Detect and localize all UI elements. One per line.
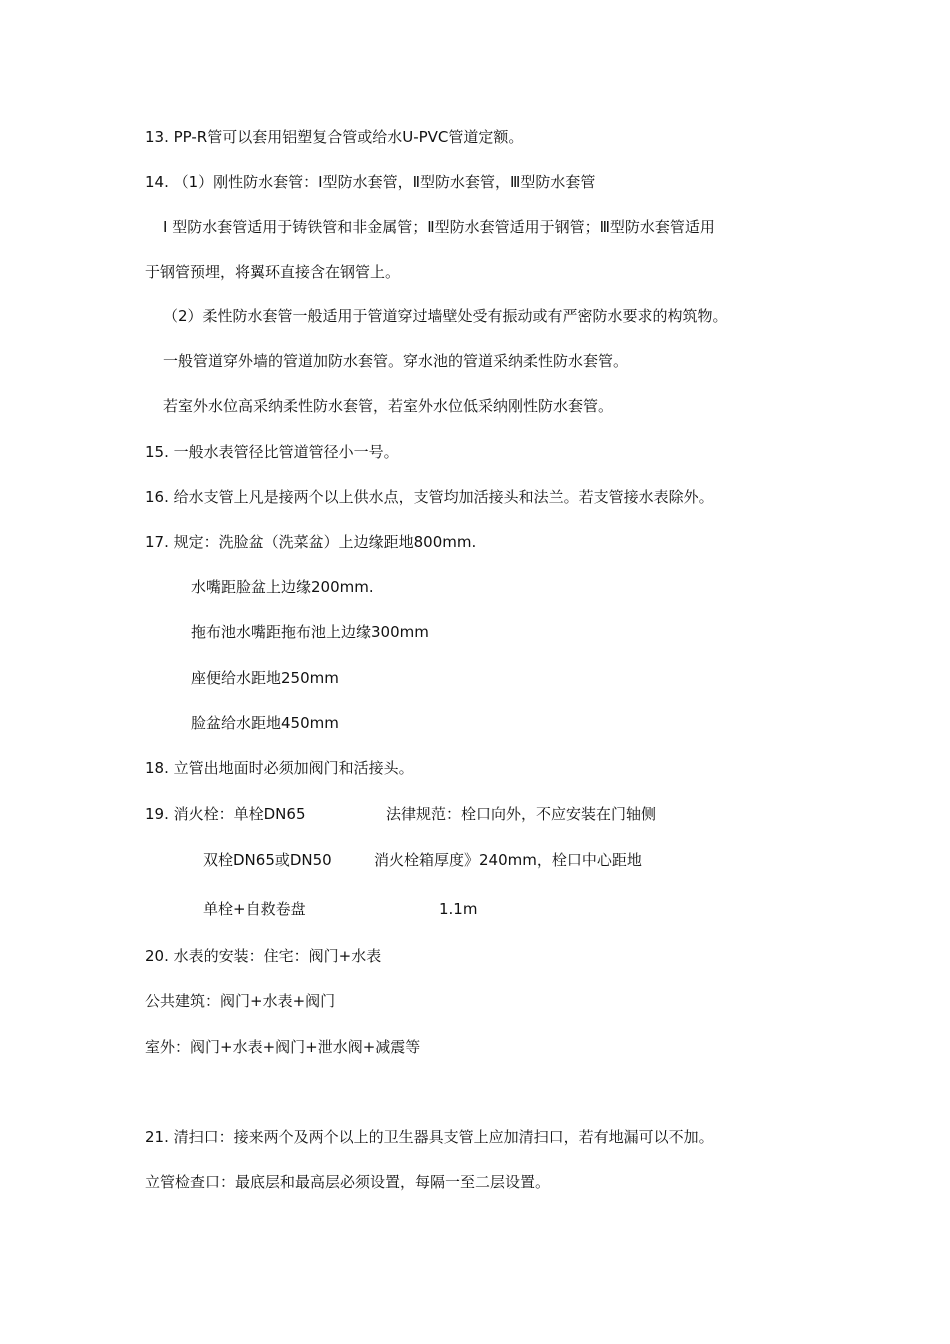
item-20-public: 公共建筑：阀门+水表+阀门 [145,992,336,1010]
item-20: 20. 水表的安装：住宅：阀门+水表 [145,947,382,965]
item-13: 13. PP-R管可以套用铝塑复合管或给水U-PVC管道定额。 [145,128,524,146]
item-20-outdoor: 室外：阀门+水表+阀门+泄水阀+减震等 [145,1038,421,1056]
item-19-single: 19. 消火栓：单栓DN65 [145,805,306,823]
item-17: 17. 规定：洗脸盆（洗菜盆）上边缘距地800mm. [145,533,477,551]
item-19-reel: 单栓+自救卷盘 [203,900,306,918]
item-14-rigid-detail-cont: 于钢管预埋，将翼环直接含在钢管上。 [145,263,401,281]
item-19-double: 双栓DN65或DN50 [203,851,332,869]
item-19-height: 1.1m [439,900,478,918]
item-21: 21. 清扫口：接来两个及两个以上的卫生器具支管上应加清扫口，若有地漏可以不加。 [145,1128,714,1146]
item-17-basin: 脸盆给水距地450mm [191,714,339,732]
item-14-rigid-detail: Ⅰ 型防水套管适用于铸铁管和非金属管；Ⅱ型防水套管适用于钢管；Ⅲ型防水套管适用 [163,218,715,236]
item-17-mop-sink: 拖布池水嘴距拖布池上边缘300mm [191,623,429,641]
item-18: 18. 立管出地面时必须加阀门和活接头。 [145,759,414,777]
item-19-regulation: 法律规范：栓口向外，不应安装在门轴侧 [386,805,657,823]
item-14-note-2: 若室外水位高采纳柔性防水套管，若室外水位低采纳刚性防水套管。 [163,397,614,415]
item-14-heading: 14. （1）刚性防水套管：Ⅰ型防水套管，Ⅱ型防水套管，Ⅲ型防水套管 [145,173,596,191]
item-17-faucet: 水嘴距脸盆上边缘200mm. [191,578,374,596]
item-19-cabinet: 消火栓箱厚度》240mm，栓口中心距地 [374,851,642,869]
item-16: 16. 给水支管上凡是接两个以上供水点，支管均加活接头和法兰。若支管接水表除外。 [145,488,714,506]
item-15: 15. 一般水表管径比管道管径小一号。 [145,443,399,461]
item-17-toilet: 座便给水距地250mm [191,669,339,687]
item-14-note-1: 一般管道穿外墙的管道加防水套管。穿水池的管道采纳柔性防水套管。 [163,352,629,370]
item-14-flexible: （2）柔性防水套管一般适用于管道穿过墙壁处受有振动或有严密防水要求的构筑物。 [163,307,728,325]
item-21-inspection: 立管检查口：最底层和最高层必须设置，每隔一至二层设置。 [145,1173,551,1191]
